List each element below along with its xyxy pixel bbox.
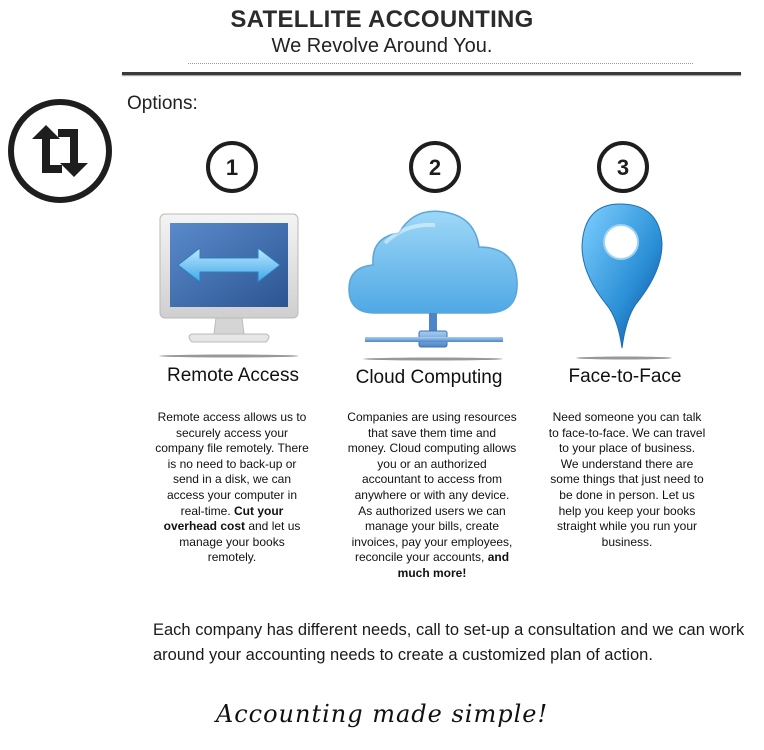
description-line — [538, 519, 716, 535]
description-text: Remote access allows us to — [157, 410, 307, 424]
description-text: remotely. — [207, 550, 257, 565]
description-text: to your place of business. — [558, 441, 696, 456]
description-text: invoices, pay your employees, — [351, 534, 513, 549]
description-text: some things that just need to — [550, 472, 704, 487]
description-line — [538, 441, 716, 457]
monitor-arrows-icon — [158, 210, 300, 360]
description-line — [538, 504, 716, 520]
option-title-remote-access: Remote Access — [167, 365, 299, 386]
option-number-text: 3 — [616, 155, 630, 180]
tagline: Accounting made simple! — [215, 700, 549, 728]
header-rule — [122, 72, 741, 75]
option-number-1 — [205, 140, 259, 194]
description-bold-text: overhead cost — [163, 519, 245, 534]
description-line — [334, 426, 530, 442]
description-line — [334, 504, 530, 520]
description-line — [538, 426, 716, 442]
page-title: SATELLITE ACCOUNTING — [230, 6, 534, 33]
option-number-text: 1 — [225, 155, 239, 180]
description-text: straight while you run your — [556, 519, 698, 534]
description-line — [538, 488, 716, 504]
page-subtitle: We Revolve Around You. — [271, 35, 493, 57]
option-description-remote-access — [140, 410, 324, 566]
description-line — [140, 426, 324, 442]
description-text: manage your books — [179, 534, 285, 549]
description-line — [334, 535, 530, 551]
description-line — [334, 566, 530, 582]
description-line — [334, 457, 530, 473]
description-bold-text: and — [487, 550, 510, 565]
description-text: manage your bills, create — [364, 519, 500, 534]
option-number-text: 2 — [428, 155, 442, 180]
description-line — [140, 519, 324, 535]
closing-line: Each company has different needs, call to set-up a consultation and we can work — [153, 621, 745, 639]
description-text: We understand there are — [560, 456, 694, 471]
description-text: access your computer in — [166, 487, 298, 502]
description-line — [140, 472, 324, 488]
description-text: send in a disk, we can — [172, 472, 292, 487]
description-bold-text: Cut your — [234, 503, 284, 518]
description-text: is no need to back-up or — [167, 456, 297, 471]
options-label: Options: — [127, 93, 198, 114]
description-text: anywhere or with any device. — [354, 487, 510, 502]
description-line — [140, 504, 324, 520]
description-text: help you keep your books — [558, 503, 696, 518]
description-line — [140, 457, 324, 473]
description-line — [334, 488, 530, 504]
cloud-network-icon — [345, 203, 523, 363]
description-text: and let us — [245, 519, 301, 534]
description-line — [538, 410, 716, 426]
description-line — [334, 472, 530, 488]
description-text: accountant to access from — [361, 472, 503, 487]
description-text: you or an authorized — [377, 456, 487, 471]
dotted-divider — [188, 63, 693, 64]
closing-paragraph — [153, 618, 753, 668]
option-title-face-to-face: Face-to-Face — [568, 366, 682, 387]
description-text: business. — [601, 534, 653, 549]
description-text: that save them time and — [367, 425, 497, 440]
description-text: Need someone you can talk — [552, 410, 702, 424]
description-line — [140, 410, 324, 426]
description-line — [334, 550, 530, 566]
description-line — [538, 457, 716, 473]
description-text: Companies are using resources — [347, 410, 517, 424]
option-title-cloud-computing: Cloud Computing — [355, 367, 503, 388]
description-line — [140, 550, 324, 566]
description-text: reconcile your accounts, — [354, 550, 488, 565]
option-number-3 — [596, 140, 650, 194]
description-text: to face-to-face. We can travel — [548, 425, 706, 440]
description-line — [538, 535, 716, 551]
description-text: real-time. — [180, 503, 234, 518]
description-line — [334, 441, 530, 457]
description-line — [140, 441, 324, 457]
description-bold-text: much more! — [397, 565, 467, 580]
option-number-2 — [408, 140, 462, 194]
option-description-cloud-computing — [334, 410, 530, 582]
option-description-face-to-face — [538, 410, 716, 550]
description-text: As authorized users we can — [358, 503, 506, 518]
description-line — [538, 472, 716, 488]
description-line — [140, 535, 324, 551]
description-text: securely access your — [175, 425, 289, 440]
map-pin-icon — [574, 200, 674, 362]
description-text: money. Cloud computing allows — [347, 441, 517, 456]
description-text: be done in person. Let us — [559, 487, 695, 502]
closing-line: around your accounting needs to create a customized plan of action. — [153, 646, 653, 664]
description-line — [334, 519, 530, 535]
description-line — [140, 488, 324, 504]
swap-arrows-icon — [6, 97, 114, 205]
description-line — [334, 410, 530, 426]
description-text: company file remotely. There — [155, 441, 309, 456]
